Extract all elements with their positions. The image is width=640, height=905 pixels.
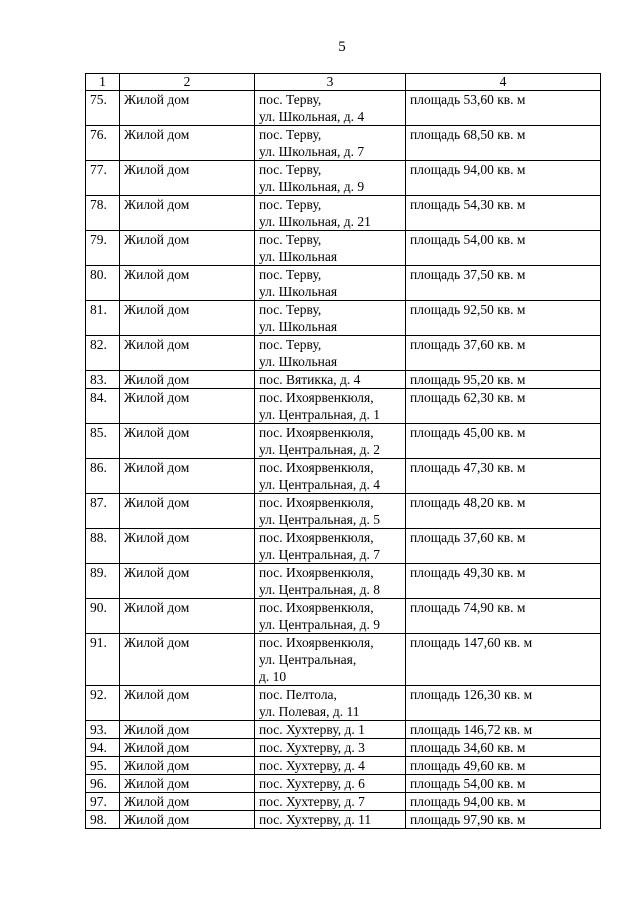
address-line: пос. Ихоярвенкюля,: [259, 565, 374, 580]
address-line: пос. Терву,: [259, 162, 322, 177]
table-row: [86, 459, 601, 494]
table-row: [86, 301, 601, 336]
row-number-cell: 88.: [86, 529, 120, 564]
area-cell: площадь 49,60 кв. м: [406, 757, 601, 775]
object-type-cell: Жилой дом: [120, 775, 255, 793]
address-cell: [255, 564, 406, 599]
address-cell: [255, 126, 406, 161]
row-number-cell: 92.: [86, 686, 120, 721]
row-number-cell: 96.: [86, 775, 120, 793]
table-row: [86, 793, 601, 811]
table-row: [86, 811, 601, 829]
table-row: [86, 494, 601, 529]
address-cell: [255, 231, 406, 266]
address-cell: [255, 424, 406, 459]
address-line: пос. Хухтерву, д. 4: [259, 758, 365, 773]
address-line: пос. Терву,: [259, 267, 322, 282]
address-line: пос. Хухтерву, д. 6: [259, 776, 365, 791]
object-type-cell: Жилой дом: [120, 494, 255, 529]
address-cell: [255, 686, 406, 721]
object-type-cell: Жилой дом: [120, 91, 255, 126]
area-cell: площадь 94,00 кв. м: [406, 161, 601, 196]
row-number-cell: 85.: [86, 424, 120, 459]
area-cell: площадь 62,30 кв. м: [406, 389, 601, 424]
object-type-cell: Жилой дом: [120, 126, 255, 161]
address-cell: [255, 634, 406, 686]
table-body: [86, 91, 601, 829]
address-line: ул. Центральная,: [259, 652, 357, 667]
area-cell: площадь 94,00 кв. м: [406, 793, 601, 811]
row-number-cell: 91.: [86, 634, 120, 686]
address-line: ул. Школьная, д. 21: [259, 214, 371, 229]
address-line: пос. Терву,: [259, 127, 322, 142]
area-cell: площадь 95,20 кв. м: [406, 371, 601, 389]
table-row: [86, 739, 601, 757]
address-line: пос. Пелтола,: [259, 687, 337, 702]
address-line: ул. Центральная, д. 5: [259, 512, 380, 527]
object-type-cell: Жилой дом: [120, 371, 255, 389]
object-type-cell: Жилой дом: [120, 459, 255, 494]
row-number-cell: 95.: [86, 757, 120, 775]
row-number-cell: 98.: [86, 811, 120, 829]
table-row: [86, 336, 601, 371]
row-number-cell: 82.: [86, 336, 120, 371]
table-row: [86, 231, 601, 266]
row-number-cell: 79.: [86, 231, 120, 266]
address-line: пос. Терву,: [259, 92, 322, 107]
address-line: ул. Центральная, д. 1: [259, 407, 380, 422]
address-line: ул. Полевая, д. 11: [259, 704, 360, 719]
address-cell: [255, 811, 406, 829]
object-type-cell: Жилой дом: [120, 599, 255, 634]
address-line: пос. Ихоярвенкюля,: [259, 635, 374, 650]
address-line: пос. Хухтерву, д. 11: [259, 812, 372, 827]
area-cell: площадь 37,60 кв. м: [406, 336, 601, 371]
table-row: [86, 775, 601, 793]
area-cell: площадь 146,72 кв. м: [406, 721, 601, 739]
address-line: ул. Центральная, д. 4: [259, 477, 380, 492]
row-number-cell: 80.: [86, 266, 120, 301]
column-header-2: 2: [120, 74, 255, 91]
object-type-cell: Жилой дом: [120, 564, 255, 599]
area-cell: площадь 126,30 кв. м: [406, 686, 601, 721]
address-line: пос. Ихоярвенкюля,: [259, 460, 374, 475]
address-cell: [255, 266, 406, 301]
address-cell: [255, 389, 406, 424]
row-number-cell: 97.: [86, 793, 120, 811]
column-header-1: 1: [86, 74, 120, 91]
object-type-cell: Жилой дом: [120, 424, 255, 459]
table-row: [86, 424, 601, 459]
address-line: пос. Ихоярвенкюля,: [259, 530, 374, 545]
address-line: пос. Ихоярвенкюля,: [259, 390, 374, 405]
row-number-cell: 86.: [86, 459, 120, 494]
address-line: ул. Центральная, д. 2: [259, 442, 380, 457]
object-type-cell: Жилой дом: [120, 739, 255, 757]
address-line: ул. Школьная: [259, 319, 338, 334]
address-cell: [255, 775, 406, 793]
object-type-cell: Жилой дом: [120, 811, 255, 829]
address-line: ул. Центральная, д. 7: [259, 547, 380, 562]
table-row: [86, 564, 601, 599]
column-header-3: 3: [255, 74, 406, 91]
row-number-cell: 89.: [86, 564, 120, 599]
table-row: [86, 529, 601, 564]
address-line: д. 10: [259, 669, 287, 684]
address-line: ул. Школьная: [259, 249, 338, 264]
address-line: ул. Школьная, д. 9: [259, 179, 365, 194]
row-number-cell: 90.: [86, 599, 120, 634]
table-row: [86, 389, 601, 424]
row-number-cell: 78.: [86, 196, 120, 231]
table-row: [86, 126, 601, 161]
object-type-cell: Жилой дом: [120, 266, 255, 301]
table-row: [86, 634, 601, 686]
row-number-cell: 77.: [86, 161, 120, 196]
address-line: пос. Вятикка, д. 4: [259, 372, 361, 387]
address-cell: [255, 494, 406, 529]
address-cell: [255, 336, 406, 371]
object-type-cell: Жилой дом: [120, 231, 255, 266]
address-cell: [255, 721, 406, 739]
address-line: пос. Ихоярвенкюля,: [259, 495, 374, 510]
area-cell: площадь 45,00 кв. м: [406, 424, 601, 459]
row-number-cell: 84.: [86, 389, 120, 424]
table-row: [86, 599, 601, 634]
row-number-cell: 93.: [86, 721, 120, 739]
address-cell: [255, 161, 406, 196]
table-row: [86, 91, 601, 126]
object-type-cell: Жилой дом: [120, 721, 255, 739]
address-cell: [255, 196, 406, 231]
object-type-cell: Жилой дом: [120, 389, 255, 424]
column-header-4: 4: [406, 74, 601, 91]
address-cell: [255, 599, 406, 634]
area-cell: площадь 54,00 кв. м: [406, 231, 601, 266]
row-number-cell: 87.: [86, 494, 120, 529]
area-cell: площадь 34,60 кв. м: [406, 739, 601, 757]
row-number-cell: 94.: [86, 739, 120, 757]
address-line: пос. Хухтерву, д. 7: [259, 794, 365, 809]
address-cell: [255, 757, 406, 775]
table-row: [86, 196, 601, 231]
address-line: пос. Хухтерву, д. 3: [259, 740, 365, 755]
address-cell: [255, 529, 406, 564]
table-row: [86, 721, 601, 739]
address-cell: [255, 793, 406, 811]
address-line: пос. Терву,: [259, 302, 322, 317]
object-type-cell: Жилой дом: [120, 634, 255, 686]
address-line: пос. Терву,: [259, 232, 322, 247]
table-row: [86, 161, 601, 196]
address-line: ул. Школьная: [259, 284, 338, 299]
area-cell: площадь 92,50 кв. м: [406, 301, 601, 336]
table-header-row: [86, 74, 601, 91]
address-line: ул. Центральная, д. 9: [259, 617, 380, 632]
area-cell: площадь 54,30 кв. м: [406, 196, 601, 231]
address-line: пос. Терву,: [259, 197, 322, 212]
area-cell: площадь 147,60 кв. м: [406, 634, 601, 686]
area-cell: площадь 48,20 кв. м: [406, 494, 601, 529]
area-cell: площадь 54,00 кв. м: [406, 775, 601, 793]
area-cell: площадь 37,50 кв. м: [406, 266, 601, 301]
address-line: ул. Центральная, д. 8: [259, 582, 380, 597]
row-number-cell: 76.: [86, 126, 120, 161]
address-line: ул. Школьная: [259, 354, 338, 369]
address-cell: [255, 371, 406, 389]
area-cell: площадь 97,90 кв. м: [406, 811, 601, 829]
address-cell: [255, 459, 406, 494]
object-type-cell: Жилой дом: [120, 336, 255, 371]
table-row: [86, 371, 601, 389]
address-line: пос. Хухтерву, д. 1: [259, 722, 365, 737]
area-cell: площадь 74,90 кв. м: [406, 599, 601, 634]
table-row: [86, 266, 601, 301]
table-row: [86, 757, 601, 775]
table-row: [86, 686, 601, 721]
address-line: ул. Школьная, д. 4: [259, 109, 365, 124]
area-cell: площадь 47,30 кв. м: [406, 459, 601, 494]
address-line: пос. Ихоярвенкюля,: [259, 425, 374, 440]
page-number: 5: [338, 39, 346, 55]
object-type-cell: Жилой дом: [120, 793, 255, 811]
area-cell: площадь 68,50 кв. м: [406, 126, 601, 161]
object-type-cell: Жилой дом: [120, 529, 255, 564]
object-type-cell: Жилой дом: [120, 196, 255, 231]
area-cell: площадь 49,30 кв. м: [406, 564, 601, 599]
property-table: [85, 73, 601, 829]
row-number-cell: 75.: [86, 91, 120, 126]
address-line: пос. Терву,: [259, 337, 322, 352]
address-cell: [255, 91, 406, 126]
object-type-cell: Жилой дом: [120, 301, 255, 336]
row-number-cell: 81.: [86, 301, 120, 336]
object-type-cell: Жилой дом: [120, 686, 255, 721]
object-type-cell: Жилой дом: [120, 161, 255, 196]
address-line: ул. Школьная, д. 7: [259, 144, 365, 159]
object-type-cell: Жилой дом: [120, 757, 255, 775]
address-cell: [255, 739, 406, 757]
row-number-cell: 83.: [86, 371, 120, 389]
area-cell: площадь 53,60 кв. м: [406, 91, 601, 126]
area-cell: площадь 37,60 кв. м: [406, 529, 601, 564]
address-line: пос. Ихоярвенкюля,: [259, 600, 374, 615]
address-cell: [255, 301, 406, 336]
